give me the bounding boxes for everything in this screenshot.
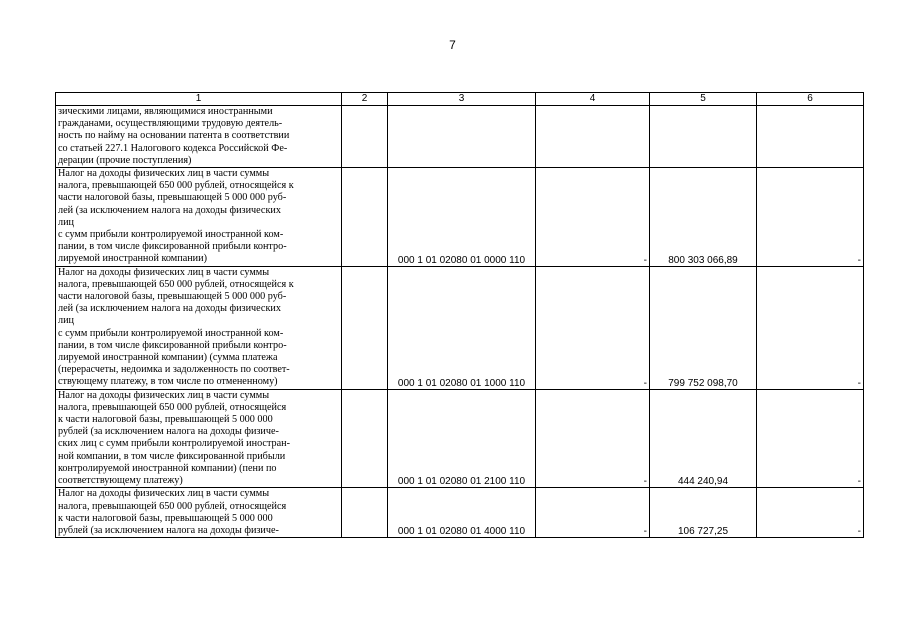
description-line: части налоговой базы, превышающей 5 000 000 руб- (58, 192, 287, 204)
row-col-4: - (536, 488, 650, 538)
amount-value: 106 727,25 (650, 488, 757, 538)
description-line: Налог на доходы физических лиц в части суммы (58, 488, 270, 500)
description-line: к части налоговой базы, превышающей 5 000 000 (58, 414, 273, 426)
row-col-4 (536, 106, 650, 168)
page-number: 7 (449, 38, 456, 52)
description-line: с сумм прибыли контролируемой иностранной ком- (58, 229, 284, 241)
budget-code: 000 1 01 02080 01 1000 110 (388, 266, 536, 389)
description-line: рублей (за исключением налога на доходы физиче- (58, 524, 279, 536)
description-line: контролируемой иностранной компании) (пени по (58, 462, 277, 474)
amount-value: 799 752 098,70 (650, 266, 757, 389)
amount-value: 444 240,94 (650, 389, 757, 488)
col-header-1: 1 (56, 93, 342, 106)
description-line: налога, превышающей 650 000 рублей, относящейся к (58, 278, 294, 290)
table-row (56, 389, 864, 488)
description-line: лей (за исключением налога на доходы физических (58, 204, 281, 216)
row-description (56, 168, 342, 267)
description-line: налога, превышающей 650 000 рублей, относящейся (58, 401, 287, 413)
description-line: лируемой иностранной компании) (58, 253, 207, 265)
table-row (56, 488, 864, 538)
description-line: налога, превышающей 650 000 рублей, относящейся к (58, 180, 294, 192)
amount-value: 800 303 066,89 (650, 168, 757, 267)
row-col-2 (342, 106, 388, 168)
table-body (56, 106, 864, 538)
description-line: части налоговой базы, превышающей 5 000 000 руб- (58, 291, 287, 303)
row-col-4: - (536, 389, 650, 488)
row-col-6: - (757, 168, 864, 267)
col-header-6: 6 (757, 93, 864, 106)
description-line: гражданами, осуществляющими трудовую деятель- (58, 118, 283, 130)
description-line: лиц (58, 315, 74, 327)
description-line: Налог на доходы физических лиц в части суммы (58, 266, 270, 278)
row-col-2 (342, 168, 388, 267)
header-row (56, 93, 864, 106)
row-col-2 (342, 389, 388, 488)
row-col-2 (342, 488, 388, 538)
description-line: дерации (прочие поступления) (58, 154, 192, 166)
row-col-4: - (536, 168, 650, 267)
description-line: с сумм прибыли контролируемой иностранной ком- (58, 327, 284, 339)
row-description (56, 389, 342, 488)
budget-code: 000 1 01 02080 01 2100 110 (388, 389, 536, 488)
description-line: Налог на доходы физических лиц в части суммы (58, 168, 270, 180)
description-line: ной компании, в том числе фиксированной прибыли (58, 450, 286, 462)
description-line: лей (за исключением налога на доходы физических (58, 303, 281, 315)
description-line: лиц (58, 216, 74, 228)
col-header-5: 5 (650, 93, 757, 106)
row-description (56, 106, 342, 168)
row-col-6: - (757, 488, 864, 538)
budget-code (388, 106, 536, 168)
row-col-6: - (757, 389, 864, 488)
row-description (56, 266, 342, 389)
table-row (56, 106, 864, 168)
description-line: Налог на доходы физических лиц в части суммы (58, 389, 270, 401)
budget-table (55, 92, 864, 538)
row-col-6 (757, 106, 864, 168)
description-line: (перерасчеты, недоимка и задолженность по соответ- (58, 364, 290, 376)
description-line: соответствующему платежу) (58, 475, 183, 487)
description-line: ских лиц с сумм прибыли контролируемой иностран- (58, 438, 290, 450)
description-line: со статьей 227.1 Налогового кодекса Российской Фе- (58, 142, 288, 154)
budget-code: 000 1 01 02080 01 4000 110 (388, 488, 536, 538)
table-row (56, 168, 864, 267)
row-col-4: - (536, 266, 650, 389)
amount-value (650, 106, 757, 168)
budget-code: 000 1 01 02080 01 0000 110 (388, 168, 536, 267)
description-line: пании, в том числе фиксированной прибыли контро- (58, 241, 287, 253)
description-line: налога, превышающей 650 000 рублей, относящейся (58, 500, 287, 512)
description-line: ствующему платежу, в том числе по отмененному) (58, 376, 278, 388)
description-line: рублей (за исключением налога на доходы физиче- (58, 426, 279, 438)
col-header-3: 3 (388, 93, 536, 106)
col-header-4: 4 (536, 93, 650, 106)
description-line: ность по найму на основании патента в соответствии (58, 130, 290, 142)
description-line: к части налоговой базы, превышающей 5 000 000 (58, 512, 273, 524)
col-header-2: 2 (342, 93, 388, 106)
description-line: зическими лицами, являющимися иностранными (58, 106, 273, 117)
table-row (56, 266, 864, 389)
row-description (56, 488, 342, 538)
description-line: пании, в том числе фиксированной прибыли контро- (58, 339, 287, 351)
row-col-6: - (757, 266, 864, 389)
description-line: лируемой иностранной компании) (сумма платежа (58, 352, 278, 364)
row-col-2 (342, 266, 388, 389)
